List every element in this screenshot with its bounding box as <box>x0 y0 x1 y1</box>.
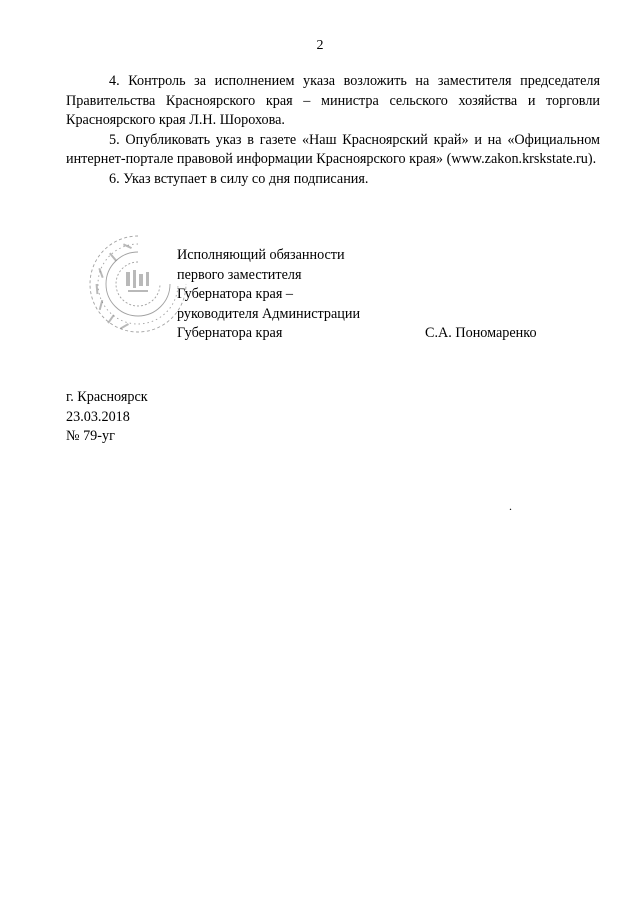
stray-mark: . <box>509 499 512 513</box>
place-city: г. Красноярск <box>66 389 148 405</box>
signatory-title-line: первого заместителя <box>177 266 302 283</box>
signatory-title-line: Исполняющий обязанности <box>177 247 345 263</box>
paragraph-6: 6. Указ вступает в силу со дня подписания. <box>109 170 369 187</box>
signatory-title-line: Губернатора края – <box>177 286 294 302</box>
signature-block <box>177 246 360 344</box>
signatory-title-line: руководителя Администрации <box>177 305 361 322</box>
signatory-name: С.А. Пономаренко <box>425 325 537 341</box>
paragraph-5: 5. Опубликовать указ в газете «Наш Красноярский край» и на «Официальном интернет-портале правовой информации Красноярского края» (www.zakon.krskstate.ru). <box>66 131 600 167</box>
paragraph-4: 4. Контроль за исполнением указа возложить на заместителя председателя Правительства Красноярского края – министра сельского хозяйства и торговли Красноярского края Л.Н. Шорохова. <box>66 73 600 128</box>
decree-date: 23.03.2018 <box>66 408 130 425</box>
page-number: 2 <box>316 38 324 53</box>
official-seal-stamp <box>86 232 190 336</box>
decree-body <box>66 72 600 189</box>
place-date-number-block <box>66 388 148 447</box>
decree-number: № 79-уг <box>66 428 115 444</box>
signatory-title-line: Губернатора края <box>177 325 283 341</box>
